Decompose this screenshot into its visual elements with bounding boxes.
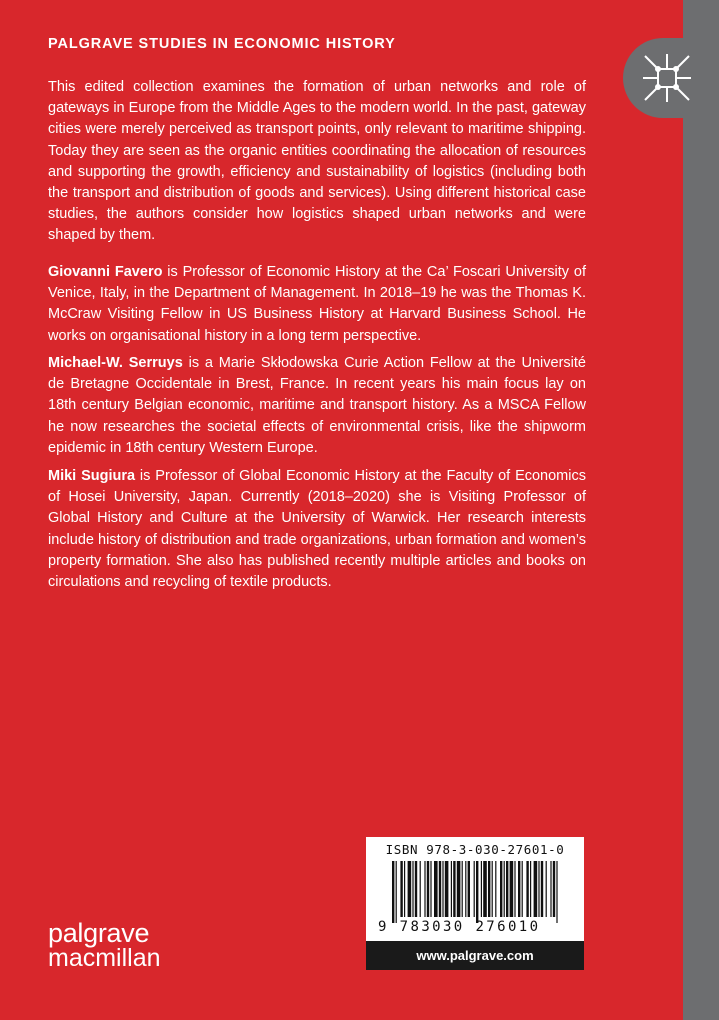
barcode-bar xyxy=(462,861,463,917)
barcode-bar xyxy=(530,861,531,917)
author-name: Michael-W. Serruys xyxy=(48,355,183,371)
barcode-bars xyxy=(392,861,560,923)
author-bio-text: is a Marie Skłodowska Curie Action Fellow at the Université de Bretagne Occidentale in Brest, France. In recent years his main focus lay on 18th century Belgian economic, maritime and transport history. As a MSCA Fellow he now researches the societal effects of environmental crisis, like the shipworm epidemic in 18th century Western Europe. xyxy=(48,355,586,456)
author-bio-sugiura xyxy=(48,466,586,593)
barcode-bar xyxy=(424,861,425,917)
barcode-bar xyxy=(468,861,470,917)
barcode-bar xyxy=(404,861,405,917)
barcode-bar xyxy=(439,861,441,917)
publisher-name-line2: macmillan xyxy=(48,944,161,972)
barcode-bar xyxy=(514,861,515,917)
barcode-bar xyxy=(445,861,449,917)
barcode-bar xyxy=(412,861,413,917)
publisher-logo xyxy=(48,918,161,972)
barcode-box xyxy=(366,837,584,970)
spine-strip xyxy=(683,0,719,1020)
barcode-bar xyxy=(430,861,431,917)
barcode-bar xyxy=(427,861,429,917)
barcode-bar xyxy=(500,861,502,917)
author-name: Miki Sugiura xyxy=(48,468,136,484)
isbn-label: ISBN 978-3-030-27601-0 xyxy=(385,842,565,857)
barcode-bar xyxy=(465,861,466,917)
barcode-bar xyxy=(476,861,478,923)
barcode-bar xyxy=(483,861,487,917)
barcode-bar xyxy=(420,861,421,917)
barcode-bar xyxy=(474,861,475,917)
palgrave-logo-tab xyxy=(623,38,719,118)
barcode-bar xyxy=(453,861,455,917)
barcode-bar xyxy=(504,861,505,917)
series-title: PALGRAVE STUDIES IN ECONOMIC HISTORY xyxy=(48,36,396,52)
barcode-bar xyxy=(457,861,461,917)
barcode-bar xyxy=(408,861,412,917)
author-bio-text: is Professor of Global Economic History at the Faculty of Economics of Hosei University, Japan. Currently (2018–2020) she is Visiting Professor of Global History and Culture at the University of Warwick. Her research interests include history of distribution and trade organizations, urban formation and women’s property formation. She also has published recently multiple articles and books on circulations and recycling of textile products. xyxy=(48,468,586,591)
barcode-bar xyxy=(534,861,538,917)
book-blurb: This edited collection examines the formation of urban networks and role of gateways in Europe from the Middle Ages to the modern world. In the past, gateway cities were merely perceived as transport points, only relevant to maritime shipping. Today they are seen as the organic entities coordinating the allocation of resources and supporting the growth, efficiency and sustainability of logistics (including both the transport and distribution of goods and services). Using different historical case studies, the authors consider how logistics shaped urban networks and were shaped by them. xyxy=(48,79,586,244)
barcode-bar xyxy=(526,861,528,917)
palgrave-network-logo-icon xyxy=(641,52,693,104)
ean-digits: 9 783030 276010 xyxy=(378,919,541,935)
author-bio-text: is Professor of Economic History at the Ca’ Foscari University of Venice, Italy, in the Department of Management. In 2018–19 he was the Thomas K. McCraw Visiting Fellow in US Business History at Harvard Business School. He works on organisational history in a long term perspective. xyxy=(48,264,586,344)
author-name: Giovanni Favero xyxy=(48,264,163,280)
barcode-bar xyxy=(488,861,490,917)
barcode-bar xyxy=(550,861,551,917)
publisher-url: www.palgrave.com xyxy=(366,941,584,970)
author-bio-serruys xyxy=(48,353,586,459)
barcode-bar xyxy=(556,861,557,923)
barcode-bar xyxy=(546,861,547,917)
barcode-bar xyxy=(553,861,555,917)
barcode-bar xyxy=(434,861,438,917)
barcode-bar xyxy=(392,861,394,923)
barcode-bar xyxy=(541,861,543,917)
publisher-name-line1: palgrave xyxy=(48,918,150,948)
barcode-bar xyxy=(442,861,443,917)
barcode-bar xyxy=(492,861,493,917)
barcode-bar xyxy=(522,861,523,917)
barcode-bar xyxy=(538,861,539,917)
barcode-bar xyxy=(506,861,508,917)
barcode-bar xyxy=(400,861,402,917)
author-bio-favero xyxy=(48,262,586,347)
barcode-bar xyxy=(518,861,520,917)
barcode-bar xyxy=(451,861,452,917)
barcode-bar xyxy=(495,861,496,917)
barcode-bar xyxy=(510,861,514,917)
barcode-bar xyxy=(415,861,417,917)
barcode-bar xyxy=(396,861,397,923)
barcode-bar xyxy=(481,861,482,917)
